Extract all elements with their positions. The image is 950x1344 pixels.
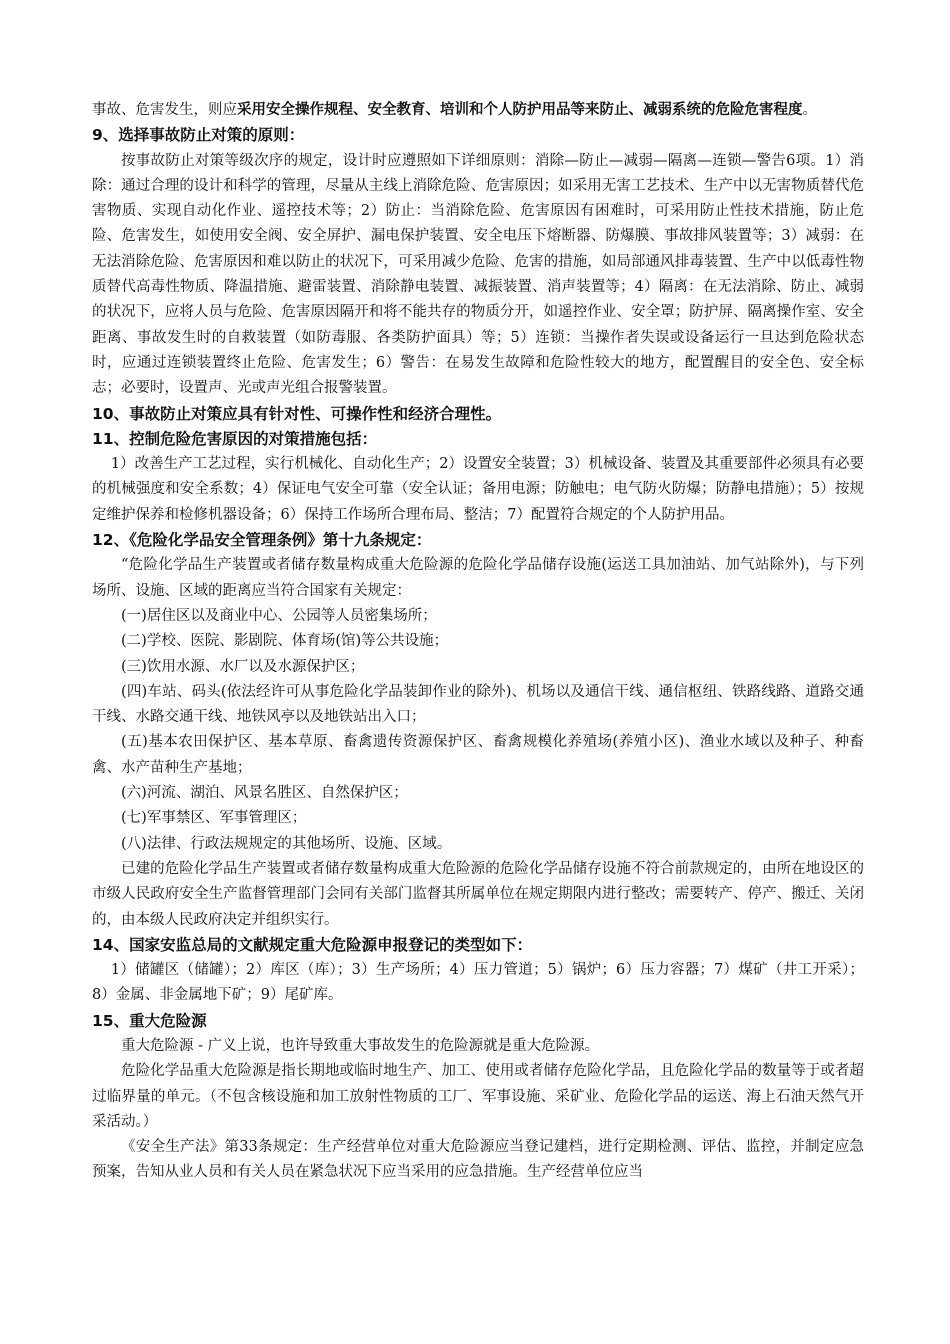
heading-12: 12、《危险化学品安全管理条例》第十九条规定： [92,531,432,550]
paragraph-9: 按事故防止对策等级次序的规定，设计时应遵照如下详细原则：消除—防止—减弱—隔离—连锁—警告6项。1）消除：通过合理的设计和科学的管理，尽量从主线上消除危险、危害原因；如采用无害工艺技术、生产中以无害物质替代危害物质、实现自动化作业、遥控技术等；2）防止：当消除危险、危害原因有困难时，可采用防止性技术措施，防止危险、危害发生，如使用安全阀、安全屏护、漏电保护装置、安全电压下熔断器、防爆膜、事故排风装置等；3）减弱：在无法消除危险、危害原因和难以防止的状况下，可采用减少危险、危害的措施，如局部通风排毒装置、生产中以低毒性物质替代高毒性物质、降温措施、避雷装置、消除静电装置、减振装置、消声装置等；4）隔离：在无法消除、防止、减弱的状况下，应将人员与危险、危害原因隔开和将不能共存的物质分开，如遥控作业、安全罩；防护屏、隔离操作室、安全距离、事故发生时的自救装置（如防毒服、各类防护面具）等；5）连锁：当操作者失误或设备运行一旦达到危险状态时，应通过连锁装置终止危险、危害发生；6）警告：在易发生故障和危险性较大的地方，配置醒目的安全色、安全标志；必要时，设置声、光或声光组合报警装置。 [92,152,864,397]
list-item: (五)基本农田保护区、基本草原、畜禽遗传资源保护区、畜禽规模化养殖场(养殖小区)、渔业水域以及种子、种畜禽、水产苗种生产基地； [92,734,864,776]
list-item: (一)居住区以及商业中心、公园等人员密集场所； [121,607,437,624]
paragraph-14: 1）储罐区（储罐）；2）库区（库）；3）生产场所；4）压力管道；5）锅炉；6）压力容器；7）煤矿（井工开采）；8）金属、非金属地下矿；9）尾矿库。 [92,962,864,1004]
list-item: (三)饮用水源、水厂以及水源保护区； [121,658,365,675]
list-item: (四)车站、码头(依法经许可从事危险化学品装卸作业的除外)、机场以及通信干线、通信枢纽、铁路线路、道路交通干线、水路交通干线、地铁风亭以及地铁站出入口； [92,683,864,726]
list-item: (八)法律、行政法规规定的其他场所、设施、区域。 [121,835,452,852]
heading-10: 10、事故防止对策应具有针对性、可操作性和经济合理性。 [92,404,502,423]
list-item: (七)军事禁区、军事管理区； [121,810,307,827]
heading-15: 15、重大危险源 [92,1011,207,1030]
document-page [92,98,864,1186]
heading-14: 14、国家安监总局的文献规定重大危险源申报登记的类型如下： [92,935,533,954]
paragraph-15a: 重大危险源 - 广义上说，也许导致重大事故发生的危险源就是重大危险源。 [121,1037,600,1054]
heading-9: 9、选择事故防止对策的原则： [92,126,305,145]
heading-11: 11、控制危险危害原因的对策措施包括： [92,429,378,448]
paragraph-continuation: 事故、危害发生，则应采用安全操作规程、安全教育、培训和个人防护用品等来防止、减弱系统的危险危害程度。 [92,102,817,118]
paragraph-12-intro: “危险化学品生产装置或者储存数量构成重大危险源的危险化学品储存设施(运送工具加油站、加气站除外)，与下列场所、设施、区域的距离应当符合国家有关规定： [92,557,864,599]
paragraph-12-end: 已建的危险化学品生产装置或者储存数量构成重大危险源的危险化学品储存设施不符合前款规定的，由所在地设区的市级人民政府安全生产监督管理部门会同有关部门监督其所属单位在规定期限内进行整改；需要转产、停产、搬迁、关闭的，由本级人民政府决定并组织实行。 [92,860,864,928]
paragraph-15b: 危险化学品重大危险源是指长期地或临时地生产、加工、使用或者储存危险化学品，且危险化学品的数量等于或者超过临界量的单元。（不包含核设施和加工放射性物质的工厂、军事设施、采矿业、危险化学品的运送、海上石油天然气开采活动。） [92,1063,864,1130]
paragraph-11: 1）改善生产工艺过程，实行机械化、自动化生产；2）设置安全装置；3）机械设备、装置及其重要部件必须具有必要的机械强度和安全系数；4）保证电气安全可靠（安全认证；备用电源；防触电；电气防火防爆；防静电措施）；5）按规定维护保养和检修机器设备；6）保持工作场所合理布局、整洁；7）配置符合规定的个人防护用品。 [92,456,864,523]
list-item: (六)河流、湖泊、风景名胜区、自然保护区； [121,785,408,802]
paragraph-15c: 《安全生产法》第33条规定：生产经营单位对重大危险源应当登记建档，进行定期检测、评估、监控，并制定应急预案，告知从业人员和有关人员在紧急状况下应当采用的应急措施。生产经营单位应当 [92,1139,864,1181]
list-item: (二)学校、医院、影剧院、体育场(馆)等公共设施； [121,633,449,650]
